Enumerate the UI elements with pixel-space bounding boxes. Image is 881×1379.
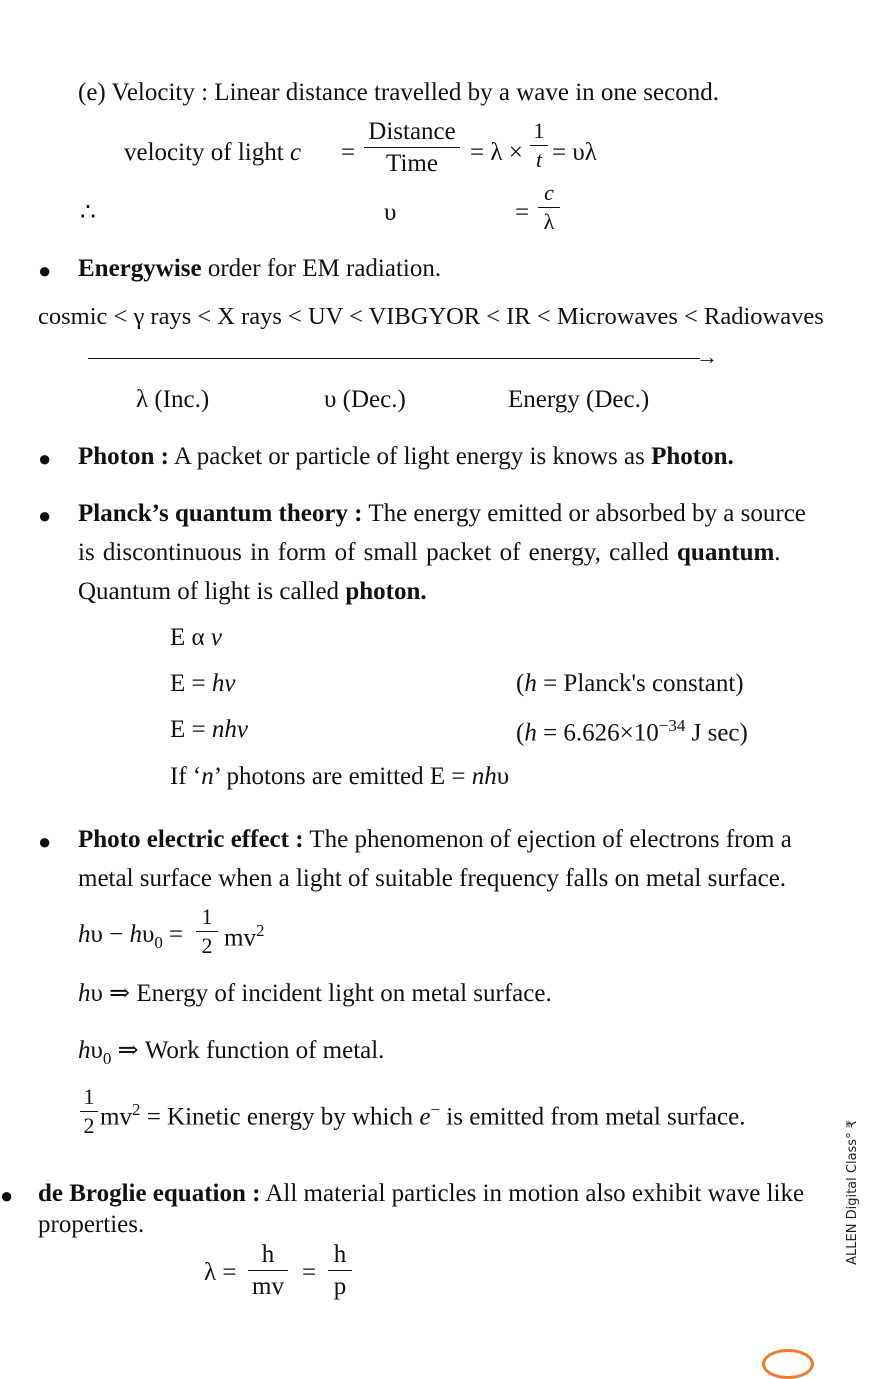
upsilon-symbol: υ — [384, 199, 397, 226]
mv-squared: $mv^2$ — [224, 921, 265, 952]
work-function-definition: $h\upsilon_0$ ⇒ Work function of metal. — [78, 1037, 385, 1068]
kinetic-energy-definition: $mv^2$ = Kinetic energy by which e− is emitted from metal surface. — [100, 1100, 746, 1131]
planck-line-3: Quantum of light is called photon. — [78, 578, 427, 605]
frequency-decrease-label: υ (Dec.) — [324, 386, 406, 413]
lambda-increase-label: λ (Inc.) — [136, 386, 210, 413]
c-over-lambda-fraction — [538, 182, 560, 233]
planck-constant-value: ($h = 6.626\times 10^{-34}$ J sec) — [516, 716, 748, 747]
photoelectric-equation-lhs: $h\upsilon - h\upsilon_0$ = — [78, 921, 183, 952]
h-over-mv-fraction — [248, 1242, 288, 1299]
equals-sign: = — [515, 199, 530, 226]
velocity-label: velocity of light c — [124, 139, 302, 166]
incident-energy-definition: hυ ⇒ Energy of incident light on metal surface. — [78, 980, 552, 1007]
half-fraction — [80, 1086, 98, 1137]
fraction-numerator: h — [261, 1241, 275, 1268]
therefore-symbol: ∴ — [80, 199, 96, 226]
em-radiation-order: cosmic < γ rays < X rays < UV < VIBGYOR < IR < Microwaves < Radiowaves — [38, 303, 824, 330]
planck-line-2: is discontinuous in form of small packet of energy, called quantum. — [78, 539, 781, 566]
fraction-numerator: Distance — [368, 118, 456, 145]
lambda-equals: λ = — [204, 1259, 237, 1286]
half-fraction — [196, 906, 218, 957]
equals-sign: = — [302, 1259, 317, 1286]
fraction-denominator: p — [333, 1273, 347, 1300]
fraction-denominator: Time — [386, 150, 438, 177]
bullet-icon: ● — [0, 1183, 14, 1208]
e-alpha-v-equation: E α v — [170, 624, 222, 651]
equals-lambda-times: = λ × — [470, 139, 523, 166]
fraction-numerator: 1 — [83, 1084, 95, 1109]
e-equals-hv-equation: E = hv — [170, 670, 236, 697]
e-equals-nhv-equation: E = nhv — [170, 716, 248, 743]
fraction-denominator: t — [535, 147, 543, 172]
equals-sign: = — [341, 139, 356, 166]
debroglie-line-1: de Broglie equation : All material particles in motion also exhibit wave like — [38, 1180, 805, 1207]
orange-circle-decoration — [762, 1349, 814, 1379]
fraction-numerator: 1 — [201, 904, 213, 929]
fraction-numerator: c — [544, 180, 554, 205]
one-over-t-fraction — [530, 120, 548, 171]
right-arrow-icon: → — [696, 344, 718, 369]
planck-constant-note: (h = Planck's constant) — [516, 670, 744, 697]
debroglie-line-2: properties. — [38, 1211, 145, 1238]
bullet-icon: ● — [38, 258, 52, 283]
order-arrow-line — [88, 358, 700, 359]
energy-decrease-label: Energy (Dec.) — [508, 386, 650, 413]
h-over-p-fraction — [328, 1242, 352, 1299]
fraction-numerator: 1 — [533, 118, 545, 143]
fraction-denominator: 2 — [201, 933, 213, 958]
fraction-denominator: λ — [543, 209, 555, 234]
velocity-definition: (e) Velocity : Linear distance travelled by a wave in one second. — [78, 79, 719, 106]
fraction-denominator: mv — [252, 1273, 284, 1300]
side-brand-label: ALLEN Digital Class° ₹ — [845, 1120, 860, 1265]
bullet-icon: ● — [38, 446, 52, 471]
photoelectric-line-1: Photo electric effect : The phenomenon of ejection of electrons from a — [78, 826, 792, 853]
photoelectric-line-2: metal surface when a light of suitable frequency falls on metal surface. — [78, 865, 787, 892]
bullet-icon: ● — [38, 829, 52, 854]
distance-over-time-fraction — [364, 119, 460, 176]
fraction-denominator: 2 — [83, 1113, 95, 1138]
n-photons-equation: If ‘n’ photons are emitted E = nhυ — [170, 763, 510, 790]
energywise-heading: Energywise order for EM radiation. — [78, 255, 442, 282]
planck-line-1: Planck’s quantum theory : The energy emitted or absorbed by a source — [78, 500, 806, 527]
photon-definition: Photon : A packet or particle of light energy is knows as Photon. — [78, 443, 734, 470]
equals-upsilon-lambda: = υλ — [552, 139, 597, 166]
fraction-numerator: h — [333, 1241, 347, 1268]
bullet-icon: ● — [38, 503, 52, 528]
